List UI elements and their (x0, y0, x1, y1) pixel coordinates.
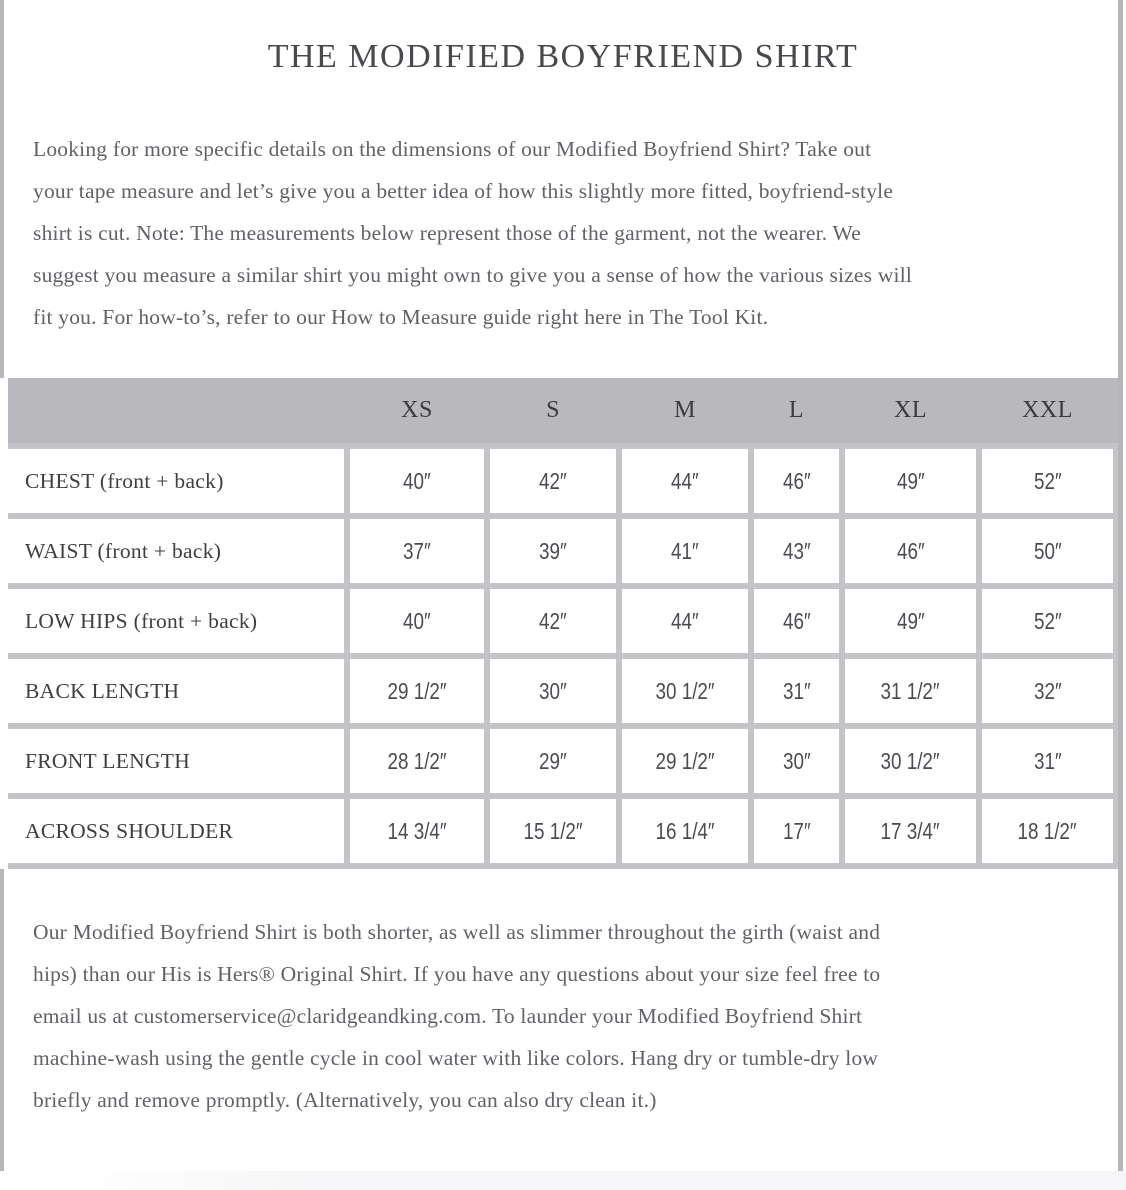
page-title: THE MODIFIED BOYFRIEND SHIRT (267, 38, 859, 75)
size-value-cell (622, 799, 748, 863)
size-value: 14 3/4″ (387, 817, 447, 844)
intro-paragraph (33, 128, 1103, 338)
size-value: 29 1/2″ (387, 677, 447, 704)
size-value: 40″ (403, 467, 431, 494)
page-border-right (1118, 0, 1123, 1190)
size-value: 31″ (782, 677, 811, 704)
row-label: CHEST (front + back) (8, 449, 344, 513)
size-value: 43″ (782, 537, 811, 564)
intro-line: suggest you measure a similar shirt you might own to give you a sense of how the various sizes will (33, 263, 913, 287)
size-value-cell (490, 449, 616, 513)
size-chart-header (8, 378, 1118, 443)
size-value-cell (622, 519, 748, 583)
footer-line: Our Modified Boyfriend Shirt is both shorter, as well as slimmer throughout the girth (waist and (33, 920, 881, 944)
size-value: 49″ (896, 467, 925, 494)
size-value: 46″ (782, 607, 811, 634)
size-value: 40″ (403, 607, 431, 634)
footer-line: machine-wash using the gentle cycle in cool water with like colors. Hang dry or tumble-dry low (33, 1046, 879, 1070)
size-value-cell (982, 799, 1113, 863)
row-label: WAIST (front + back) (8, 519, 344, 583)
size-value-cell (490, 519, 616, 583)
size-value: 18 1/2″ (1017, 817, 1078, 844)
size-value-cell (754, 659, 839, 723)
row-label: LOW HIPS (front + back) (8, 589, 344, 653)
footer-line: email us at customerservice@claridgeandking.com. To launder your Modified Boyfriend Shirt (33, 1004, 863, 1028)
size-value-cell (490, 659, 616, 723)
size-value: 16 1/4″ (655, 817, 715, 844)
footer-paragraph (33, 911, 1103, 1121)
size-value-cell (754, 799, 839, 863)
size-value: 32″ (1033, 677, 1062, 704)
footer-line: hips) than our His is Hers® Original Shirt. If you have any questions about your size feel free to (33, 962, 881, 986)
size-value-cell (622, 659, 748, 723)
size-value: 44″ (671, 467, 699, 494)
size-value-cell (982, 659, 1113, 723)
size-value: 39″ (539, 537, 567, 564)
size-value-cell (754, 449, 839, 513)
page-border-left-bottom (0, 869, 4, 1190)
size-value-cell (350, 799, 484, 863)
size-value-cell (982, 519, 1113, 583)
size-column-header: XS (401, 397, 433, 423)
size-value: 44″ (671, 607, 699, 634)
size-value: 42″ (539, 467, 567, 494)
size-value-cell (350, 519, 484, 583)
size-value-cell (622, 589, 748, 653)
size-value: 28 1/2″ (387, 747, 447, 774)
size-value-cell (490, 729, 616, 793)
size-value-cell (350, 449, 484, 513)
size-value: 46″ (782, 467, 811, 494)
size-value: 30″ (539, 677, 567, 704)
size-value: 46″ (896, 537, 925, 564)
size-value-cell (622, 449, 748, 513)
size-value: 50″ (1033, 537, 1062, 564)
footer-line: briefly and remove promptly. (Alternatively, you can also dry clean it.) (33, 1088, 657, 1112)
size-value-cell (754, 519, 839, 583)
size-column-header: M (674, 397, 696, 423)
size-value: 52″ (1033, 607, 1062, 634)
size-value: 41″ (671, 537, 699, 564)
size-value: 30″ (782, 747, 811, 774)
intro-line: Looking for more specific details on the dimensions of our Modified Boyfriend Shirt? Take out (33, 137, 872, 161)
size-value-cell (754, 589, 839, 653)
size-value: 37″ (403, 537, 431, 564)
size-value-cell (350, 729, 484, 793)
size-value: 30 1/2″ (655, 677, 715, 704)
size-value-cell (490, 589, 616, 653)
size-column-header: S (546, 397, 560, 423)
size-value: 31″ (1033, 747, 1062, 774)
row-label: ACROSS SHOULDER (8, 799, 344, 863)
size-value: 52″ (1033, 467, 1062, 494)
bottom-shadow (0, 1171, 1126, 1190)
size-value: 29″ (539, 747, 567, 774)
size-value-cell (350, 589, 484, 653)
size-value: 30 1/2″ (880, 747, 941, 774)
size-value-cell (845, 799, 976, 863)
size-value-cell (845, 729, 976, 793)
size-value: 15 1/2″ (523, 817, 583, 844)
size-value-cell (622, 729, 748, 793)
size-value-cell (982, 449, 1113, 513)
intro-line: your tape measure and let’s give you a better idea of how this slightly more fitted, boyfriend-style (33, 179, 894, 203)
size-value-cell (845, 449, 976, 513)
size-value-cell (490, 799, 616, 863)
size-value: 31 1/2″ (880, 677, 941, 704)
size-value: 17″ (782, 817, 811, 844)
size-value-cell (982, 729, 1113, 793)
size-chart-body (8, 443, 1118, 869)
size-value-cell (845, 519, 976, 583)
size-value-cell (982, 589, 1113, 653)
size-value: 49″ (896, 607, 925, 634)
intro-line: fit you. For how-to’s, refer to our How to Measure guide right here in The Tool Kit. (33, 305, 769, 329)
row-label: BACK LENGTH (8, 659, 344, 723)
size-column-header: L (788, 397, 805, 423)
size-value-cell (845, 589, 976, 653)
size-column-header: XL (894, 397, 927, 423)
size-value-cell (754, 729, 839, 793)
size-value-cell (350, 659, 484, 723)
size-value: 17 3/4″ (880, 817, 941, 844)
size-column-header: XXL (1022, 397, 1073, 423)
size-value: 42″ (539, 607, 567, 634)
size-value: 29 1/2″ (655, 747, 715, 774)
size-value-cell (845, 659, 976, 723)
intro-line: shirt is cut. Note: The measurements below represent those of the garment, not the wearer. We (33, 221, 862, 245)
row-label: FRONT LENGTH (8, 729, 344, 793)
